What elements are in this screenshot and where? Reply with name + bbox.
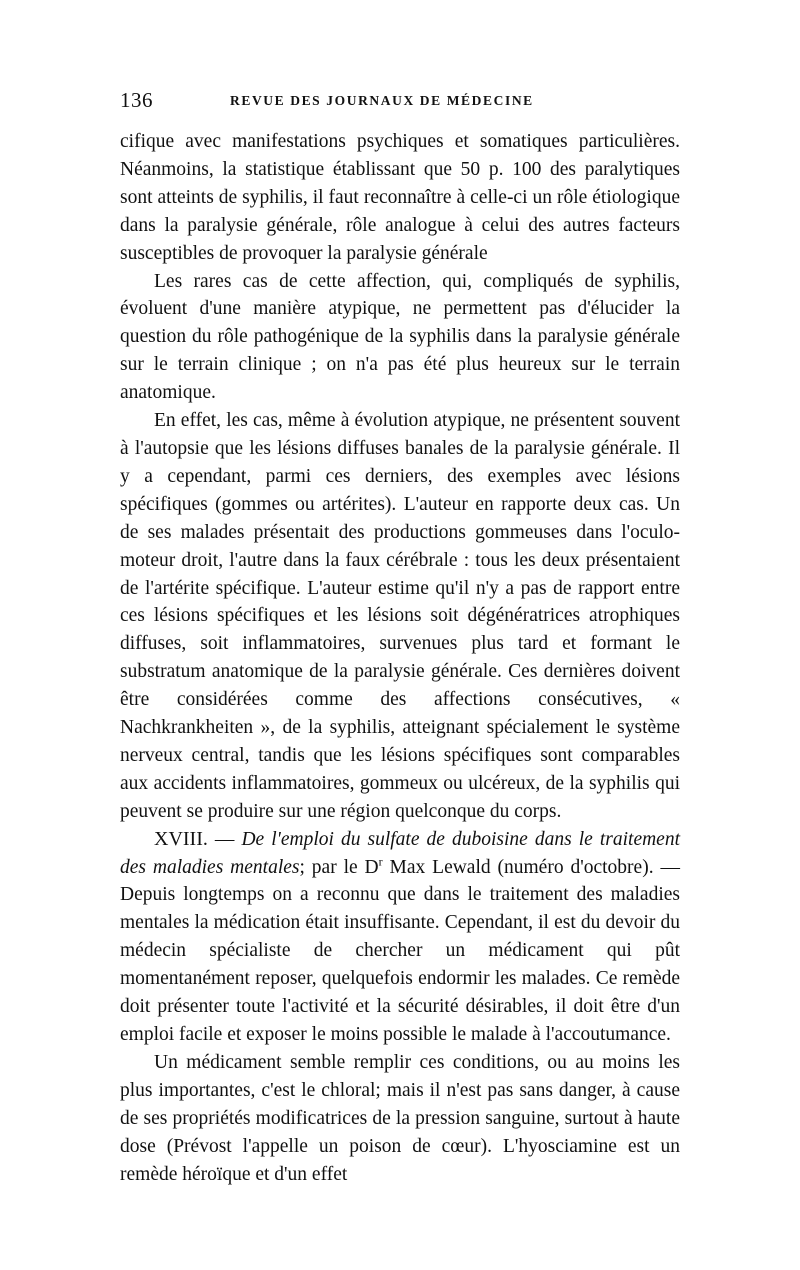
journal-title: REVUE DES JOURNAUX DE MÉDECINE	[230, 93, 534, 108]
section-dash: —	[207, 828, 242, 850]
section-xviii-paragraph	[120, 826, 680, 1049]
section-number: XVIII.	[154, 827, 208, 850]
author-prefix: ; par le D	[299, 856, 379, 878]
section-body: Max Lewald (numéro d'octobre). — Depuis longtemps on a reconnu que dans le traitement des maladies mentales la médication était insuffisante. Cependant, il est du devoir du médecin spécialiste de chercher un médicament qui pût momentanément reposer, quelquefois endormir les malades. Ce remède doit présenter toute l'activité et la sécurité désirables, il doit être d'un emploi facile et exposer le moins possible le malade à l'accoutumance.	[120, 856, 680, 1045]
article-title: De l'emploi du sulfate de duboisine dans le traitement des maladies mentales	[120, 828, 680, 878]
running-header	[120, 88, 680, 128]
doctor-superscript: r	[378, 854, 383, 869]
paragraph-chloral: Un médicament semble remplir ces conditions, ou au moins les plus importantes, c'est le chloral; mais il n'est pas sans danger, à cause de ses propriétés modificatrices de la pression sanguine, surtout à haute dose (Prévost l'appelle un poison de cœur). L'hyosciamine est un remède héroïque et d'un effet	[120, 1051, 680, 1185]
paragraph-rare-cases: Les rares cas de cette affection, qui, compliqués de syphilis, évoluent d'une manière atypique, ne permettent pas d'élucider la question du rôle pathogénique de la syphilis dans la paralysie générale sur le terrain clinique ; on n'a pas été plus heureux sur le terrain anatomique.	[120, 270, 680, 404]
body-text	[120, 128, 680, 1188]
paragraph-continuation: cifique avec manifestations psychiques et somatiques particulières. Néanmoins, la statistique établissant que 50 p. 100 des paralytiques sont atteints de syphilis, il faut reconnaître à celle-ci un rôle étiologique dans la paralysie générale, rôle analogue à celui des autres facteurs susceptibles de provoquer la paralysie générale	[120, 131, 680, 264]
paragraph-autopsy: En effet, les cas, même à évolution atypique, ne présentent souvent à l'autopsie que les lésions diffuses banales de la paralysie générale. Il y a cependant, parmi ces derniers, des exemples avec lésions spécifiques (gommes ou artérites). L'auteur en rapporte deux cas. Un de ses malades présentait des productions gommeuses dans l'oculo-moteur droit, l'autre dans la faux cérébrale : tous les deux présentaient de l'artérite spécifique. L'auteur estime qu'il n'y a pas de rapport entre ces lésions spécifiques et les lésions soit dégénératrices atrophiques diffuses, soit inflammatoires, survenues plus tard et formant le substratum anatomique de la paralysie générale. Ces dernières doivent être considérées comme des affections consécutives, « Nachkrankheiten », de la syphilis, atteignant spécialement le système nerveux central, tandis que les lésions spécifiques sont comparables aux accidents inflammatoires, gommeux ou ulcéreux, de la syphilis qui peuvent se produire sur une région quelconque du corps.	[120, 410, 680, 822]
document-page	[120, 88, 680, 1188]
page-number: 136	[120, 88, 153, 112]
